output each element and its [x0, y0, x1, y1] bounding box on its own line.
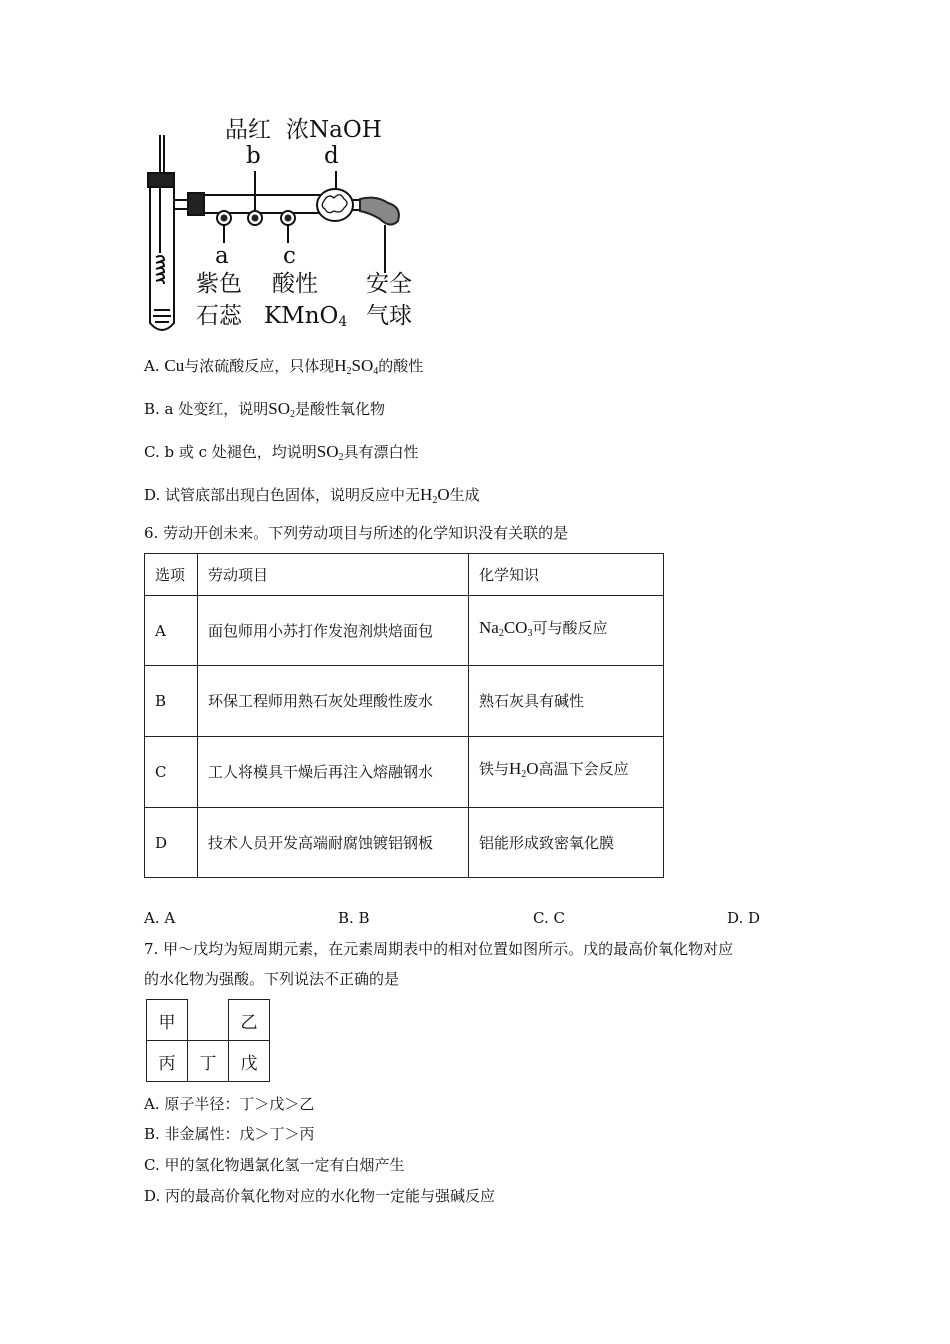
cell-project: 环保工程师用熟石灰处理酸性废水: [198, 666, 469, 737]
q6-stem: 6. 劳动开创未来。下列劳动项目与所述的化学知识没有关联的是: [144, 524, 569, 542]
label-shirui: 石蕊: [196, 303, 242, 329]
label-naoh: 浓NaOH: [286, 117, 382, 143]
q5-option-d: D. 试管底部出现白色固体，说明反应中无$H_2O$生成: [144, 485, 480, 506]
cell-project: 面包师用小苏打作发泡剂烘焙面包: [198, 596, 469, 666]
label-letter-a: a: [215, 243, 229, 269]
cell-project: 工人将模具干燥后再注入熔融钢水: [198, 737, 469, 808]
q7-option-b: B. 非金属性：戊＞丁＞丙: [144, 1125, 315, 1143]
cell-project: 技术人员开发高端耐腐蚀镀铝钢板: [198, 808, 469, 878]
cell-knowledge: 铁与$H_2O$高温下会反应: [469, 737, 664, 808]
cell-knowledge: $Na_2CO_3$可与酸反应: [469, 596, 664, 666]
table-row: [145, 666, 664, 737]
q6-choice-b: B. B: [338, 909, 370, 927]
grid-cell-yi: 乙: [229, 1000, 270, 1041]
header-knowledge: 化学知识: [469, 554, 664, 596]
label-kmno4: KMnO$_4$: [264, 303, 348, 330]
cell-option: A: [145, 596, 198, 666]
grid-cell-ding: 丁: [188, 1041, 229, 1082]
q7-option-d: D. 丙的最高价氧化物对应的水化物一定能与强碱反应: [144, 1187, 496, 1205]
label-zise: 紫色: [196, 271, 242, 297]
q7-stem-line2: 的水化物为强酸。下列说法不正确的是: [144, 970, 400, 988]
q7-option-c: C. 甲的氢化物遇氯化氢一定有白烟产生: [144, 1156, 405, 1174]
q7-periodic-grid: [146, 999, 270, 1082]
q6-choice-a: A. A: [144, 909, 176, 927]
q7-option-a: A. 原子半径：丁＞戊＞乙: [144, 1095, 315, 1113]
label-pinhong: 品红: [225, 117, 271, 143]
q6-table: [144, 553, 664, 878]
grid-cell-bing: 丙: [147, 1041, 188, 1082]
grid-cell-wu: 戊: [229, 1041, 270, 1082]
q6-choice-c: C. C: [533, 909, 565, 927]
label-suanxing: 酸性: [272, 271, 318, 297]
q6-choice-d: D. D: [727, 909, 761, 927]
label-anquan: 安全: [366, 271, 412, 297]
table-row: [145, 808, 664, 878]
label-qiqiu: 气球: [366, 303, 412, 329]
grid-cell-jia: 甲: [147, 1000, 188, 1041]
q5-option-c: C. b 或 c 处褪色，均说明$SO_2$具有漂白性: [144, 442, 419, 463]
q5-option-a: A. Cu与浓硫酸反应，只体现$H_2SO_4$的酸性: [144, 356, 424, 377]
cell-knowledge: 铝能形成致密氧化膜: [469, 808, 664, 878]
label-letter-b: b: [246, 143, 261, 169]
label-letter-d: d: [324, 143, 339, 169]
header-project: 劳动项目: [198, 554, 469, 596]
grid-cell-empty: [188, 1000, 229, 1041]
grid-row: [147, 1041, 270, 1082]
q7-stem-line1: 7. 甲～戊均为短周期元素，在元素周期表中的相对位置如图所示。戊的最高价氧化物对应: [144, 940, 734, 958]
table-header-row: [145, 554, 664, 596]
cell-option: D: [145, 808, 198, 878]
label-letter-c: c: [283, 243, 296, 269]
header-option: 选项: [145, 554, 198, 596]
grid-row: [147, 1000, 270, 1041]
cell-knowledge: 熟石灰具有碱性: [469, 666, 664, 737]
cell-option: B: [145, 666, 198, 737]
q5-option-b: B. a 处变红，说明$SO_2$是酸性氧化物: [144, 399, 386, 420]
table-row: [145, 737, 664, 808]
cell-option: C: [145, 737, 198, 808]
table-row: [145, 596, 664, 666]
